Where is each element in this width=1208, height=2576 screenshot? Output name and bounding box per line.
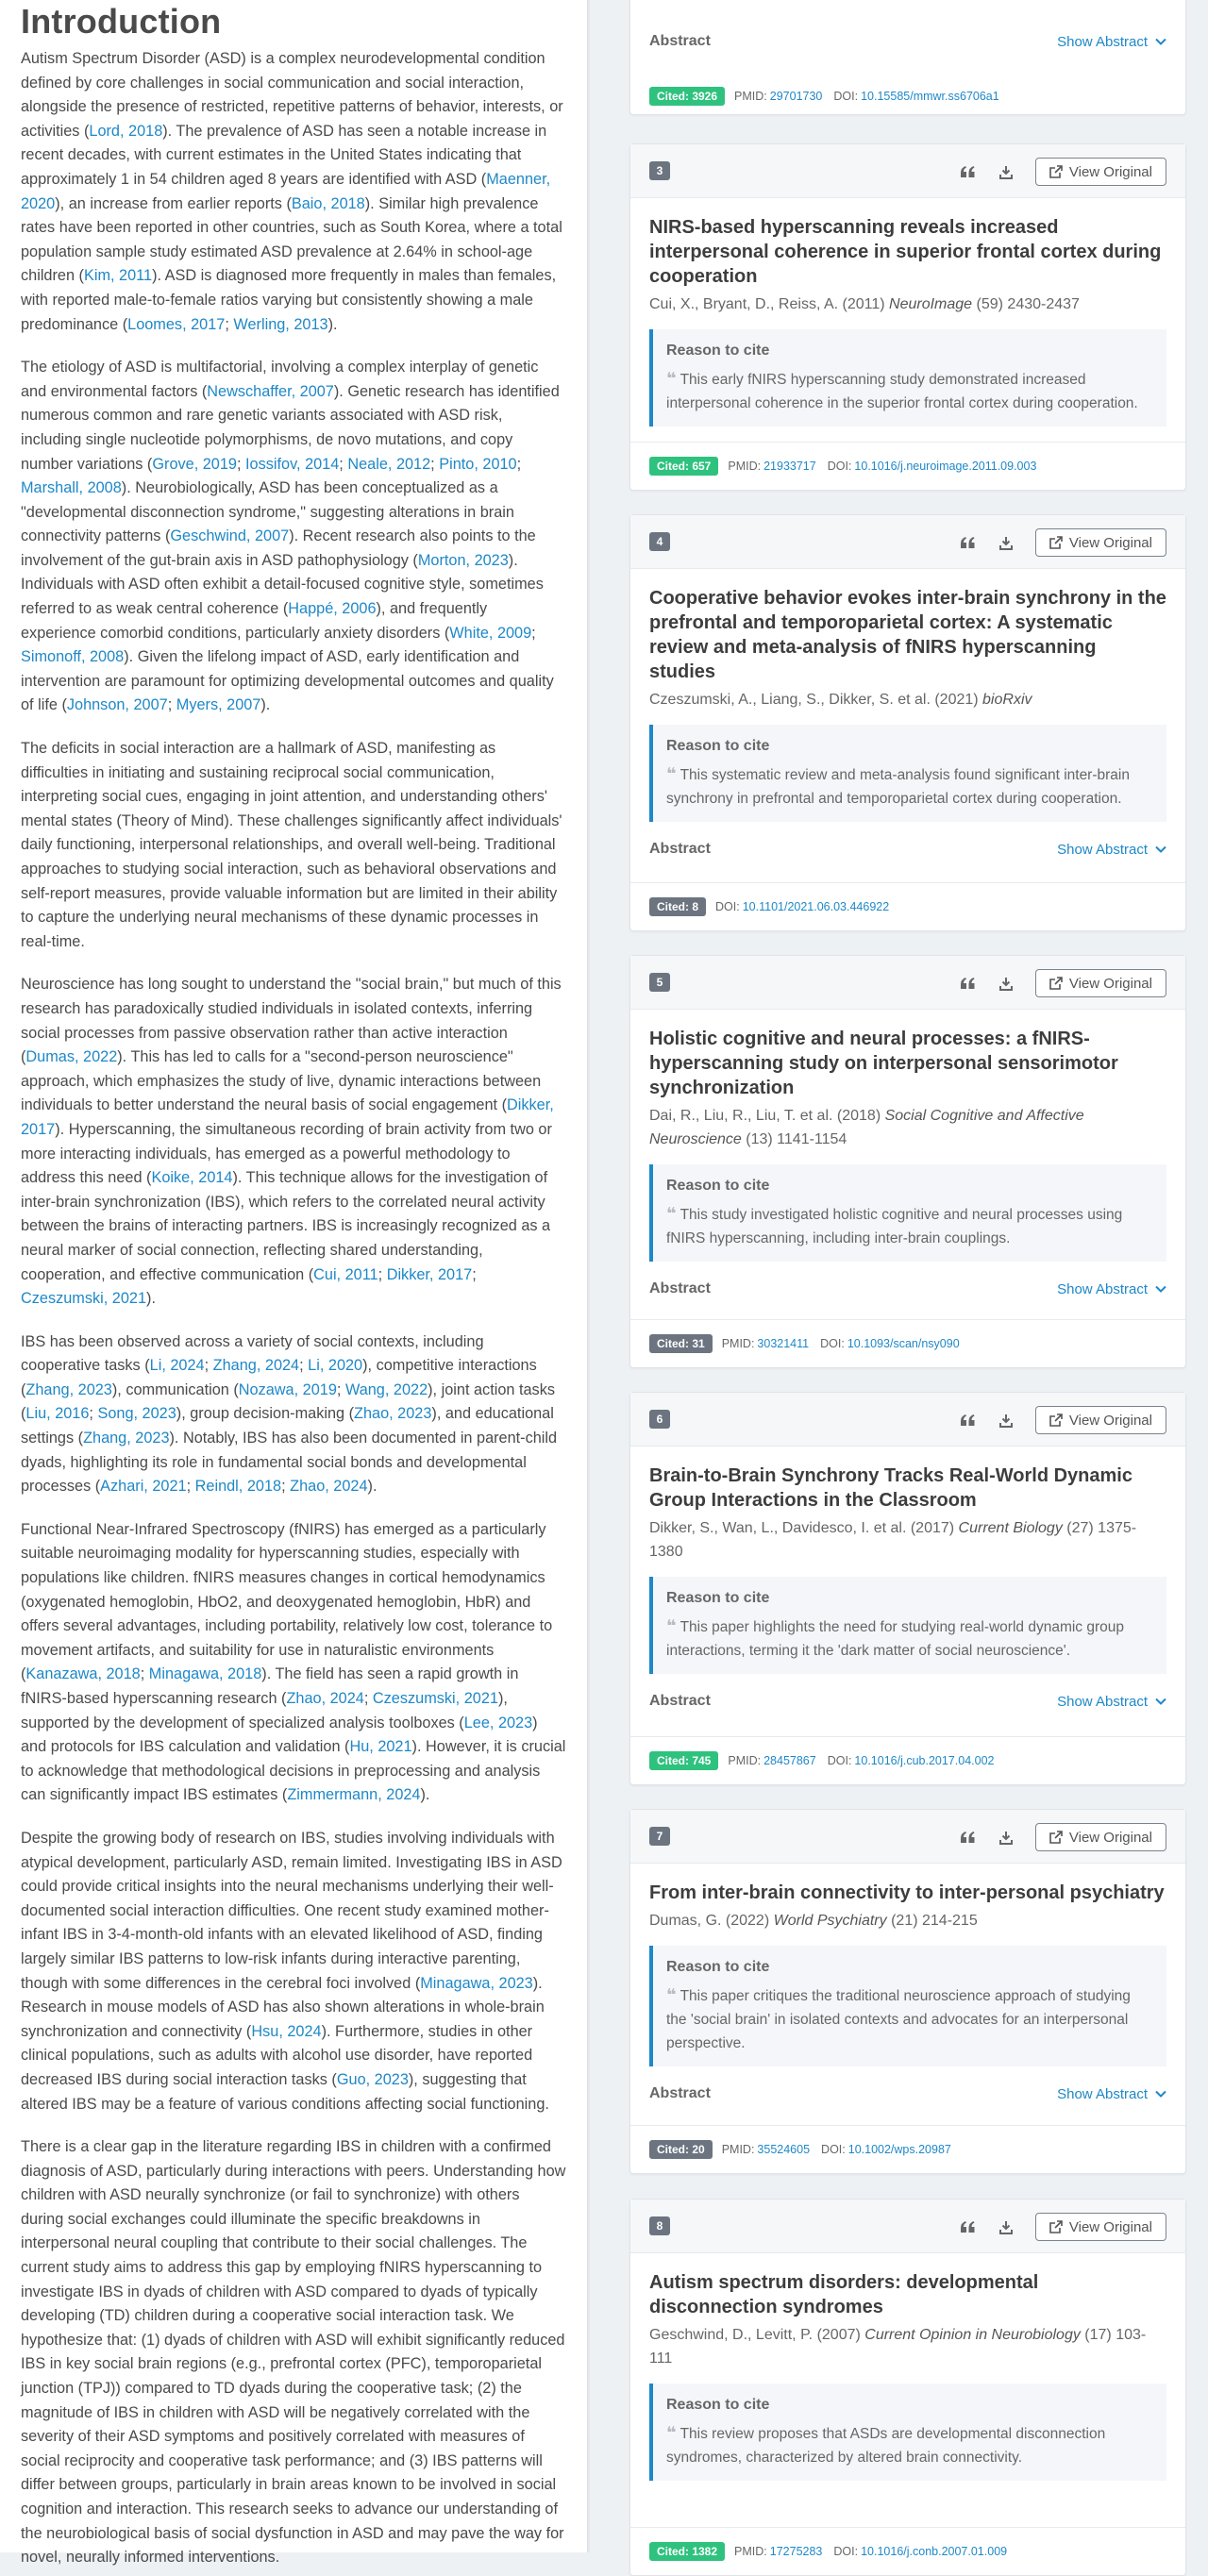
quote-icon	[961, 978, 975, 989]
card-body	[630, 198, 1185, 427]
reason-label: Reason to cite	[666, 1959, 770, 1975]
chevron-down-icon	[1155, 845, 1166, 853]
card-body	[630, 1864, 1185, 2104]
show-abstract-label: Show Abstract	[1057, 33, 1148, 50]
citation-link[interactable]: Zhao, 2023	[354, 1405, 432, 1423]
reason-label: Reason to cite	[666, 1590, 770, 1606]
reference-title[interactable]: Cooperative behavior evokes inter-brain synchrony in the prefrontal and temporoparietal cortex: A systematic review and meta-analysis of fNIRS hyperscanning studies	[649, 588, 1166, 682]
external-link-icon	[1049, 536, 1063, 549]
cite-button[interactable]	[954, 969, 982, 997]
card-actions	[954, 528, 1166, 557]
view-original-button[interactable]	[1035, 1823, 1166, 1851]
reference-journal: Current Opinion in Neurobiology	[864, 2327, 1081, 2343]
reference-card	[629, 143, 1186, 491]
citation-link[interactable]: Minagawa, 2018	[148, 1665, 262, 1683]
citation-link[interactable]: Marshall, 2008	[21, 479, 122, 497]
abstract-label: Abstract	[649, 1280, 711, 1296]
reference-authors: Czeszumski, A., Liang, S., Dikker, S. et al. (2021)	[649, 692, 983, 708]
reason-text	[666, 2421, 1151, 2469]
download-icon	[999, 536, 1013, 550]
reference-authors: Dumas, G. (2022)	[649, 1913, 774, 1929]
show-abstract-label: Show Abstract	[1057, 2085, 1148, 2102]
reason-box	[649, 329, 1166, 427]
reference-authors: Dai, R., Liu, R., Liu, T. et al. (2018)	[649, 1108, 885, 1124]
download-button[interactable]	[992, 2213, 1020, 2241]
intro-paragraph: Functional Near-Infrared Spectroscopy (fNIRS) has emerged as a particularly suitable neuroimaging modality for hyperscanning studies, especially with populations like children. fNIRS measures changes in cortical hemodynamics (oxygenated hemoglobin, HbO2, and deoxygenated hemoglobin, HbR) and offers several advantages, including portability, relatively low cost, tolerance to movement artifacts, and suitability for use in naturalistic environments (Kanazawa, 2018; Minagawa, 2018). The field has seen a rapid growth in fNIRS-based hyperscanning research (Zhao, 2024; Czeszumski, 2021), supported by the development of specialized analysis toolboxes (Lee, 2023) and protocols for IBS calculation and validation (Hu, 2021). However, it is crucial to acknowledge that methodological decisions in preprocessing and analysis can significantly impact IBS estimates (Zimmermann, 2024).	[21, 1520, 566, 1804]
external-link-icon	[1049, 1413, 1063, 1427]
view-original-label: View Original	[1068, 975, 1152, 992]
citation-link[interactable]: Dikker, 2017	[21, 1096, 554, 1138]
show-abstract-button[interactable]	[1057, 842, 1166, 858]
section-heading: Introduction	[21, 2, 222, 41]
view-original-label: View Original	[1068, 1412, 1152, 1429]
reason-content: This systematic review and meta-analysis found significant inter-brain synchrony in prefrontal and temporoparietal cortex during cooperation.	[666, 767, 1130, 807]
download-icon	[999, 2220, 1013, 2234]
citation-link[interactable]: Nozawa, 2019	[238, 1380, 337, 1398]
cited-badge: Cited: 745	[649, 1751, 718, 1770]
citation-link[interactable]: Werling, 2013	[233, 315, 328, 333]
reason-box	[649, 1577, 1166, 1674]
doi-link[interactable]: 10.1016/j.cub.2017.04.002	[854, 1754, 995, 1767]
reference-title[interactable]: NIRS-based hyperscanning reveals increased interpersonal coherence in superior frontal cortex during cooperation	[649, 217, 1162, 287]
card-actions	[954, 158, 1166, 186]
view-original-button[interactable]	[1035, 528, 1166, 557]
reference-meta	[649, 1104, 1166, 1151]
citation-link[interactable]: Simonoff, 2008	[21, 648, 125, 666]
abstract-row	[649, 31, 1166, 52]
chevron-down-icon	[1155, 2090, 1166, 2098]
reason-box	[649, 1946, 1166, 2066]
citation-link[interactable]: Zimmermann, 2024	[287, 1786, 421, 1804]
quote-icon	[961, 1832, 975, 1843]
reason-box	[649, 725, 1166, 822]
card-footer	[630, 1736, 1185, 1784]
chevron-down-icon	[1155, 38, 1166, 45]
citation-link[interactable]: Zhang, 2023	[83, 1430, 170, 1447]
citation-link[interactable]: Minagawa, 2023	[420, 1974, 533, 1992]
doi-label: DOI:	[833, 90, 859, 103]
pmid-link[interactable]: 21933717	[763, 460, 816, 473]
citation-link[interactable]: Hsu, 2024	[251, 2022, 322, 2040]
doi-link[interactable]: 10.1093/scan/nsy090	[847, 1337, 960, 1350]
citation-link[interactable]: Cui, 2011	[313, 1265, 378, 1283]
reason-content: This paper highlights the need for studying real-world dynamic group interactions, terming it the 'dark matter of social neuroscience'.	[666, 1619, 1125, 1659]
card-header	[630, 1810, 1185, 1864]
citation-link[interactable]: Lord, 2018	[89, 122, 163, 140]
abstract-row	[649, 2083, 1166, 2104]
reference-number: 4	[649, 532, 670, 551]
citation-link[interactable]: Lee, 2023	[463, 1714, 533, 1731]
cite-button[interactable]	[954, 158, 982, 186]
view-original-label: View Original	[1068, 163, 1152, 180]
citation-link[interactable]: Guo, 2023	[336, 2070, 409, 2088]
abstract-label: Abstract	[649, 2085, 711, 2101]
reference-card	[629, 1392, 1186, 1785]
reference-details: (27) 1375-1380	[649, 1520, 1137, 1560]
quote-mark-icon: ❝	[666, 1616, 677, 1635]
cite-button[interactable]	[954, 528, 982, 557]
quote-mark-icon: ❝	[666, 1985, 677, 2004]
citation-link[interactable]: Newschaffer, 2007	[207, 382, 334, 400]
quote-icon	[961, 537, 975, 548]
cited-badge: Cited: 657	[649, 457, 718, 476]
pmid-link[interactable]: 35524605	[757, 2143, 811, 2156]
reference-number: 3	[649, 161, 670, 180]
reference-journal: World Psychiatry	[773, 1913, 887, 1929]
doi-label: DOI:	[833, 2545, 859, 2558]
doi-link[interactable]: 10.1101/2021.06.03.446922	[742, 900, 890, 913]
show-abstract-button[interactable]	[1057, 1281, 1166, 1297]
reason-text	[666, 1202, 1151, 1250]
intro-paragraph: Neuroscience has long sought to understand the "social brain," but much of this research has paradoxically studied individuals in isolated contexts, inferring social processes from passive observation rather than active interaction (Dumas, 2022). This has led to calls for a "second-person neuroscience" approach, which emphasizes the study of live, dynamic interactions between individuals to better understand the neural basis of social engagement (Dikker, 2017). Hyperscanning, the simultaneous recording of brain activity from two or more interacting individuals, has emerged as a powerful methodology to address this need (Koike, 2014). This technique allows for the investigation of inter-brain synchronization (IBS), which refers to the correlated neural activity between the brains of interacting partners. IBS is increasingly recognized as a neural marker of social connection, reflecting shared understanding, cooperation, and effective communication (Cui, 2011; Dikker, 2017; Czeszumski, 2021).	[21, 976, 562, 1308]
citation-link[interactable]: Czeszumski, 2021	[372, 1690, 498, 1707]
card-footer	[630, 1319, 1185, 1367]
view-original-button[interactable]	[1035, 969, 1166, 997]
card-header	[630, 515, 1185, 569]
citation-link[interactable]: Happé, 2006	[288, 600, 377, 618]
pmid-label: PMID:	[721, 1337, 755, 1350]
panel-divider[interactable]	[588, 0, 590, 2552]
intro-paragraph: IBS has been observed across a variety of social contexts, including cooperative tasks (Li, 2024; Zhang, 2024; Li, 2020), competitive interactions (Zhang, 2023), communication (Nozawa, 2019; Wang, 2022), joint action tasks (Liu, 2016; Song, 2023), group decision-making (Zhao, 2023), and educational settings (Zhang, 2023). Notably, IBS has also been documented in parent-child dyads, highlighting its role in fundamental social bonds and developmental processes (Azhari, 2021; Reindl, 2018; Zhao, 2024).	[21, 1332, 558, 1496]
pmid-link[interactable]: 17275283	[769, 2545, 823, 2558]
card-header	[630, 1393, 1185, 1447]
reference-card	[629, 514, 1186, 931]
reason-text	[666, 367, 1151, 415]
download-icon	[999, 1831, 1013, 1845]
doi-label: DOI:	[827, 460, 852, 473]
citation-link[interactable]: Johnson, 2007	[66, 696, 168, 714]
reason-content: This study investigated holistic cognitive and neural processes using fNIRS hyperscanning, including inter-brain couplings.	[666, 1207, 1123, 1246]
intro-paragraph: Despite the growing body of research on IBS, studies involving individuals with atypical development, particularly ASD, remain limited. Investigating IBS in ASD could provide critical insights into the neural mechanisms underlying their well-documented social interaction difficulties. One recent study examined mother-infant IBS in 3-4-month-old infants with an elevated likelihood of ASD, finding largely similar IBS patterns to low-risk infants during interactive parenting, though with some differences in the cerebral foci involved (Minagawa, 2023). Research in mouse models of ASD has also shown alterations in whole-brain synchronization and connectivity (Hsu, 2024). Furthermore, studies in other clinical populations, such as adults with alcohol use disorder, have reported decreased IBS during social interaction tasks (Guo, 2023), suggesting that altered IBS may be a feature of various conditions affecting social functioning.	[21, 1829, 562, 2113]
download-button[interactable]	[992, 1406, 1020, 1434]
show-abstract-label: Show Abstract	[1057, 841, 1148, 858]
reference-meta	[649, 688, 1166, 711]
reference-number: 7	[649, 1827, 670, 1846]
reason-content: This paper critiques the traditional neuroscience approach of studying the 'social brain' in isolated contexts and advocates for an interpersonal perspective.	[666, 1988, 1131, 2051]
reference-meta	[649, 1909, 1166, 1932]
citation-link[interactable]: Pinto, 2010	[439, 455, 517, 473]
reason-content: This review proposes that ASDs are developmental disconnection syndromes, characterized by altered brain connectivity.	[666, 2426, 1106, 2466]
view-original-label: View Original	[1068, 534, 1152, 551]
reason-label: Reason to cite	[666, 738, 770, 754]
card-actions	[954, 2213, 1166, 2241]
download-button[interactable]	[992, 528, 1020, 557]
reference-details: (59) 2430-2437	[976, 296, 1080, 312]
show-abstract-label: Show Abstract	[1057, 1280, 1148, 1297]
card-header	[630, 144, 1185, 198]
doi-label: DOI:	[827, 1754, 852, 1767]
reason-label: Reason to cite	[666, 1178, 770, 1194]
reference-title[interactable]: Brain-to-Brain Synchrony Tracks Real-World Dynamic Group Interactions in the Classroom	[649, 1465, 1132, 1511]
reference-meta	[649, 1516, 1166, 1564]
card-actions	[954, 969, 1166, 997]
citation-link[interactable]: Grove, 2019	[152, 455, 237, 473]
view-original-button[interactable]	[1035, 158, 1166, 186]
reference-journal: NeuroImage	[889, 296, 973, 312]
card-footer	[630, 2527, 1185, 2575]
card-footer	[630, 73, 1185, 120]
quote-icon	[961, 166, 975, 177]
citation-link[interactable]: Czeszumski, 2021	[21, 1290, 147, 1308]
citation-link[interactable]: Geschwind, 2007	[170, 527, 290, 545]
reference-meta	[649, 2323, 1166, 2370]
doi-link[interactable]: 10.1002/wps.20987	[847, 2143, 951, 2156]
reason-box	[649, 2384, 1166, 2481]
download-icon	[999, 977, 1013, 991]
cite-button[interactable]	[954, 1406, 982, 1434]
view-original-label: View Original	[1068, 1829, 1152, 1846]
card-actions	[954, 1406, 1166, 1434]
cited-badge: Cited: 31	[649, 1334, 713, 1353]
card-body	[630, 569, 1185, 860]
citation-link[interactable]: Azhari, 2021	[100, 1478, 187, 1496]
pmid-label: PMID:	[721, 2143, 755, 2156]
reference-title[interactable]: Autism spectrum disorders: developmental disconnection syndromes	[649, 2272, 1039, 2317]
reference-card-partial	[629, 0, 1186, 115]
citation-link[interactable]: Dumas, 2022	[25, 1048, 118, 1066]
reference-authors: Geschwind, D., Levitt, P. (2007)	[649, 2327, 865, 2343]
chevron-down-icon	[1155, 1698, 1166, 1705]
citation-link[interactable]: Morton, 2023	[417, 551, 509, 569]
chevron-down-icon	[1155, 1285, 1166, 1293]
download-button[interactable]	[992, 969, 1020, 997]
citation-link[interactable]: Myers, 2007	[176, 696, 261, 714]
citation-link[interactable]: Neale, 2012	[347, 455, 431, 473]
reference-number: 6	[649, 1410, 670, 1429]
download-icon	[999, 165, 1013, 179]
abstract-label: Abstract	[649, 33, 711, 49]
pmid-label: PMID:	[728, 460, 762, 473]
reason-text	[666, 1983, 1151, 2055]
download-button[interactable]	[992, 158, 1020, 186]
abstract-row	[649, 839, 1166, 860]
pmid-link[interactable]: 30321411	[757, 1337, 810, 1350]
abstract-row	[649, 1279, 1166, 1299]
reason-text	[666, 762, 1151, 811]
citation-link[interactable]: Song, 2023	[97, 1405, 176, 1423]
reference-journal: Social Cognitive and Affective Neuroscience	[649, 1108, 1084, 1147]
view-original-button[interactable]	[1035, 1406, 1166, 1434]
reference-details: (17) 103-111	[649, 2327, 1147, 2367]
reason-label: Reason to cite	[666, 2397, 770, 2413]
show-abstract-label: Show Abstract	[1057, 1693, 1148, 1710]
citation-link[interactable]: Li, 2024	[149, 1357, 205, 1375]
citation-link[interactable]: Dikker, 2017	[386, 1265, 473, 1283]
references-panel[interactable]	[609, 0, 1199, 2558]
cited-badge: Cited: 8	[649, 897, 706, 916]
pmid-link[interactable]: 28457867	[763, 1754, 816, 1767]
reason-box	[649, 1164, 1166, 1262]
external-link-icon	[1049, 1831, 1063, 1844]
pmid-label: PMID:	[734, 90, 767, 103]
reference-card	[629, 2199, 1186, 2576]
reference-title[interactable]: From inter-brain connectivity to inter-personal psychiatry	[649, 1882, 1165, 1903]
quote-mark-icon: ❝	[666, 369, 677, 388]
doi-link[interactable]: 10.15585/mmwr.ss6706a1	[861, 90, 999, 103]
doi-label: DOI:	[715, 900, 740, 913]
citation-link[interactable]: White, 2009	[449, 624, 532, 642]
external-link-icon	[1049, 165, 1063, 178]
doi-label: DOI:	[821, 2143, 846, 2156]
reference-meta	[649, 293, 1166, 316]
show-abstract-button[interactable]	[1057, 2086, 1166, 2102]
external-link-icon	[1049, 2220, 1063, 2233]
reference-journal: Current Biology	[958, 1520, 1063, 1536]
doi-link[interactable]: 10.1016/j.neuroimage.2011.09.003	[854, 460, 1037, 473]
citation-link[interactable]: Wang, 2022	[344, 1380, 428, 1398]
cited-badge: Cited: 20	[649, 2140, 713, 2159]
citation-link[interactable]: Zhao, 2024	[286, 1690, 364, 1707]
citation-link[interactable]: Zhao, 2024	[290, 1478, 368, 1496]
reason-content: This early fNIRS hyperscanning study demonstrated increased interpersonal coherence in the superior frontal cortex during cooperation.	[666, 372, 1138, 411]
card-body	[630, 2253, 1185, 2481]
download-button[interactable]	[992, 1823, 1020, 1851]
abstract-label: Abstract	[649, 1693, 711, 1709]
card-footer	[630, 442, 1185, 490]
quote-mark-icon: ❝	[666, 764, 677, 783]
citation-link[interactable]: Zhang, 2023	[25, 1380, 112, 1398]
reference-details: (13) 1141-1154	[746, 1131, 847, 1147]
reference-authors: Dikker, S., Wan, L., Davidesco, I. et al. (2017)	[649, 1520, 959, 1536]
reference-journal: bioRxiv	[982, 692, 1032, 708]
introduction-body	[21, 47, 566, 2570]
cited-badge: Cited: 3926	[649, 87, 725, 106]
reference-number: 5	[649, 973, 670, 992]
show-abstract-button[interactable]	[1057, 1694, 1166, 1710]
citation-link[interactable]: Kanazawa, 2018	[25, 1665, 141, 1683]
intro-paragraph: There is a clear gap in the literature regarding IBS in children with a confirmed diagnosis of ASD, particularly during interactions with peers. Understanding how children with ASD neurally synchronize (or fail to synchronize) with others during social exchanges could illuminate the specific breakdowns in interpersonal neural coupling that contribute to their social challenges. The current study aims to address this gap by employing fNIRS hyperscanning to investigate IBS in dyads of children with ASD compared to dyads of typically developing (TD) children during a cooperative social interaction task. We hypothesize that: (1) dyads of children with ASD will exhibit significantly reduced IBS in key social brain regions (e.g., prefrontal cortex (PFC), temporoparietal junction (TPJ)) compared to TD dyads during the cooperative task; (2) the magnitude of IBS in children with ASD will be negatively correlated with the severity of their ASD symptoms and positively correlated with measures of social reciprocity and cooperative task performance; and (3) IBS patterns will differ between groups, particularly in brain areas known to be involved in social cognition and interaction. This research seeks to advance our understanding of the neurobiological basis of social dysfunction in ASD and may pave the way for novel, neurally informed interventions.	[21, 2138, 566, 2567]
reference-authors: Cui, X., Bryant, D., Reiss, A. (2011)	[649, 296, 890, 312]
citation-link[interactable]: Hu, 2021	[349, 1738, 412, 1756]
reference-title[interactable]: Holistic cognitive and neural processes: a fNIRS-hyperscanning study on interpersonal sensorimotor synchronization	[649, 1029, 1118, 1098]
citation-link[interactable]: Loomes, 2017	[127, 315, 226, 333]
card-footer	[630, 882, 1185, 930]
cite-button[interactable]	[954, 1823, 982, 1851]
article-panel[interactable]	[0, 0, 588, 2567]
reason-text	[666, 1614, 1151, 1663]
doi-link[interactable]: 10.1016/j.conb.2007.01.009	[861, 2545, 1008, 2558]
pmid-label: PMID:	[728, 1754, 762, 1767]
view-original-label: View Original	[1068, 2218, 1152, 2235]
citation-link[interactable]: Li, 2020	[308, 1357, 363, 1375]
citation-link[interactable]: Koike, 2014	[151, 1169, 233, 1187]
citation-link[interactable]: Baio, 2018	[291, 194, 365, 212]
view-original-button[interactable]	[1035, 2213, 1166, 2241]
abstract-label: Abstract	[649, 841, 711, 857]
citation-link[interactable]: Reindl, 2018	[194, 1478, 282, 1496]
citation-link[interactable]: Zhang, 2024	[212, 1357, 300, 1375]
citation-link[interactable]: Iossifov, 2014	[245, 455, 340, 473]
card-footer	[630, 2125, 1185, 2173]
quote-mark-icon: ❝	[666, 1204, 677, 1223]
doi-label: DOI:	[820, 1337, 845, 1350]
reason-label: Reason to cite	[666, 343, 770, 359]
quote-icon	[961, 2221, 975, 2233]
card-actions	[954, 1823, 1166, 1851]
cite-button[interactable]	[954, 2213, 982, 2241]
citation-link[interactable]: Kim, 2011	[83, 267, 153, 285]
intro-paragraph: The deficits in social interaction are a hallmark of ASD, manifesting as difficulties in initiating and sustaining reciprocal social communication, interpreting social cues, engaging in joint attention, and understanding others' mental states (Theory of Mind). These challenges significantly affect individuals' daily functioning, interpersonal relationships, and overall well-being. Traditional approaches to studying social interaction, such as behavioral observations and self-report measures, provide valuable information but are limited in their ability to capture the underlying neural mechanisms of these dynamic processes in real-time.	[21, 740, 562, 950]
card-header	[630, 956, 1185, 1010]
quote-mark-icon: ❝	[666, 2423, 677, 2442]
citation-link[interactable]: Maenner, 2020	[21, 170, 551, 212]
abstract-row	[649, 1691, 1166, 1712]
intro-paragraph: The etiology of ASD is multifactorial, involving a complex interplay of genetic and environmental factors (Newschaffer, 2007). Genetic research has identified numerous common and rare genetic variants associated with ASD risk, including single nucleotide polymorphisms, de novo mutations, and copy number variations (Grove, 2019; Iossifov, 2014; Neale, 2012; Pinto, 2010; Marshall, 2008). Neurobiologically, ASD has been conceptualized as a "developmental disconnection syndrome," suggesting alterations in brain connectivity patterns (Geschwind, 2007). Recent research also points to the involvement of the gut-brain axis in ASD pathophysiology (Morton, 2023). Individuals with ASD often exhibit a detail-focused cognitive style, sometimes referred to as weak central coherence (Happé, 2006), and frequently experience comorbid conditions, particularly anxiety disorders (White, 2009; Simonoff, 2008). Given the lifelong impact of ASD, early identification and intervention are paramount for optimizing developmental outcomes and quality of life (Johnson, 2007; Myers, 2007).	[21, 359, 560, 714]
reference-details: (21) 214-215	[891, 1913, 978, 1929]
citation-link[interactable]: Liu, 2016	[25, 1405, 90, 1423]
card-body	[630, 1447, 1185, 1712]
intro-paragraph: Autism Spectrum Disorder (ASD) is a complex neurodevelopmental condition defined by core challenges in social communication and social interaction, alongside the presence of restricted, repetitive patterns of behavior, interests, or activities (Lord, 2018). The prevalence of ASD has seen a notable increase in recent decades, with current estimates in the United States indicating that approximately 1 in 54 children aged 8 years are identified with ASD (Maenner, 2020), an increase from earlier reports (Baio, 2018). Similar high prevalence rates have been reported in other countries, such as South Korea, where a total population sample study estimated ASD prevalence at 2.64% in school-age children (Kim, 2011). ASD is diagnosed more frequently in males than females, with reported male-to-female ratios varying but consistently showing a male predominance (Loomes, 2017; Werling, 2013).	[21, 50, 563, 333]
reference-number: 8	[649, 2216, 670, 2235]
show-abstract-button[interactable]	[1057, 34, 1166, 50]
download-icon	[999, 1413, 1013, 1428]
pmid-label: PMID:	[734, 2545, 767, 2558]
reference-card	[629, 1809, 1186, 2174]
quote-icon	[961, 1414, 975, 1426]
cited-badge: Cited: 1382	[649, 2542, 725, 2561]
external-link-icon	[1049, 977, 1063, 990]
card-body	[630, 1010, 1185, 1299]
reference-card	[629, 955, 1186, 1368]
card-header	[630, 2200, 1185, 2253]
pmid-link[interactable]: 29701730	[769, 90, 823, 103]
